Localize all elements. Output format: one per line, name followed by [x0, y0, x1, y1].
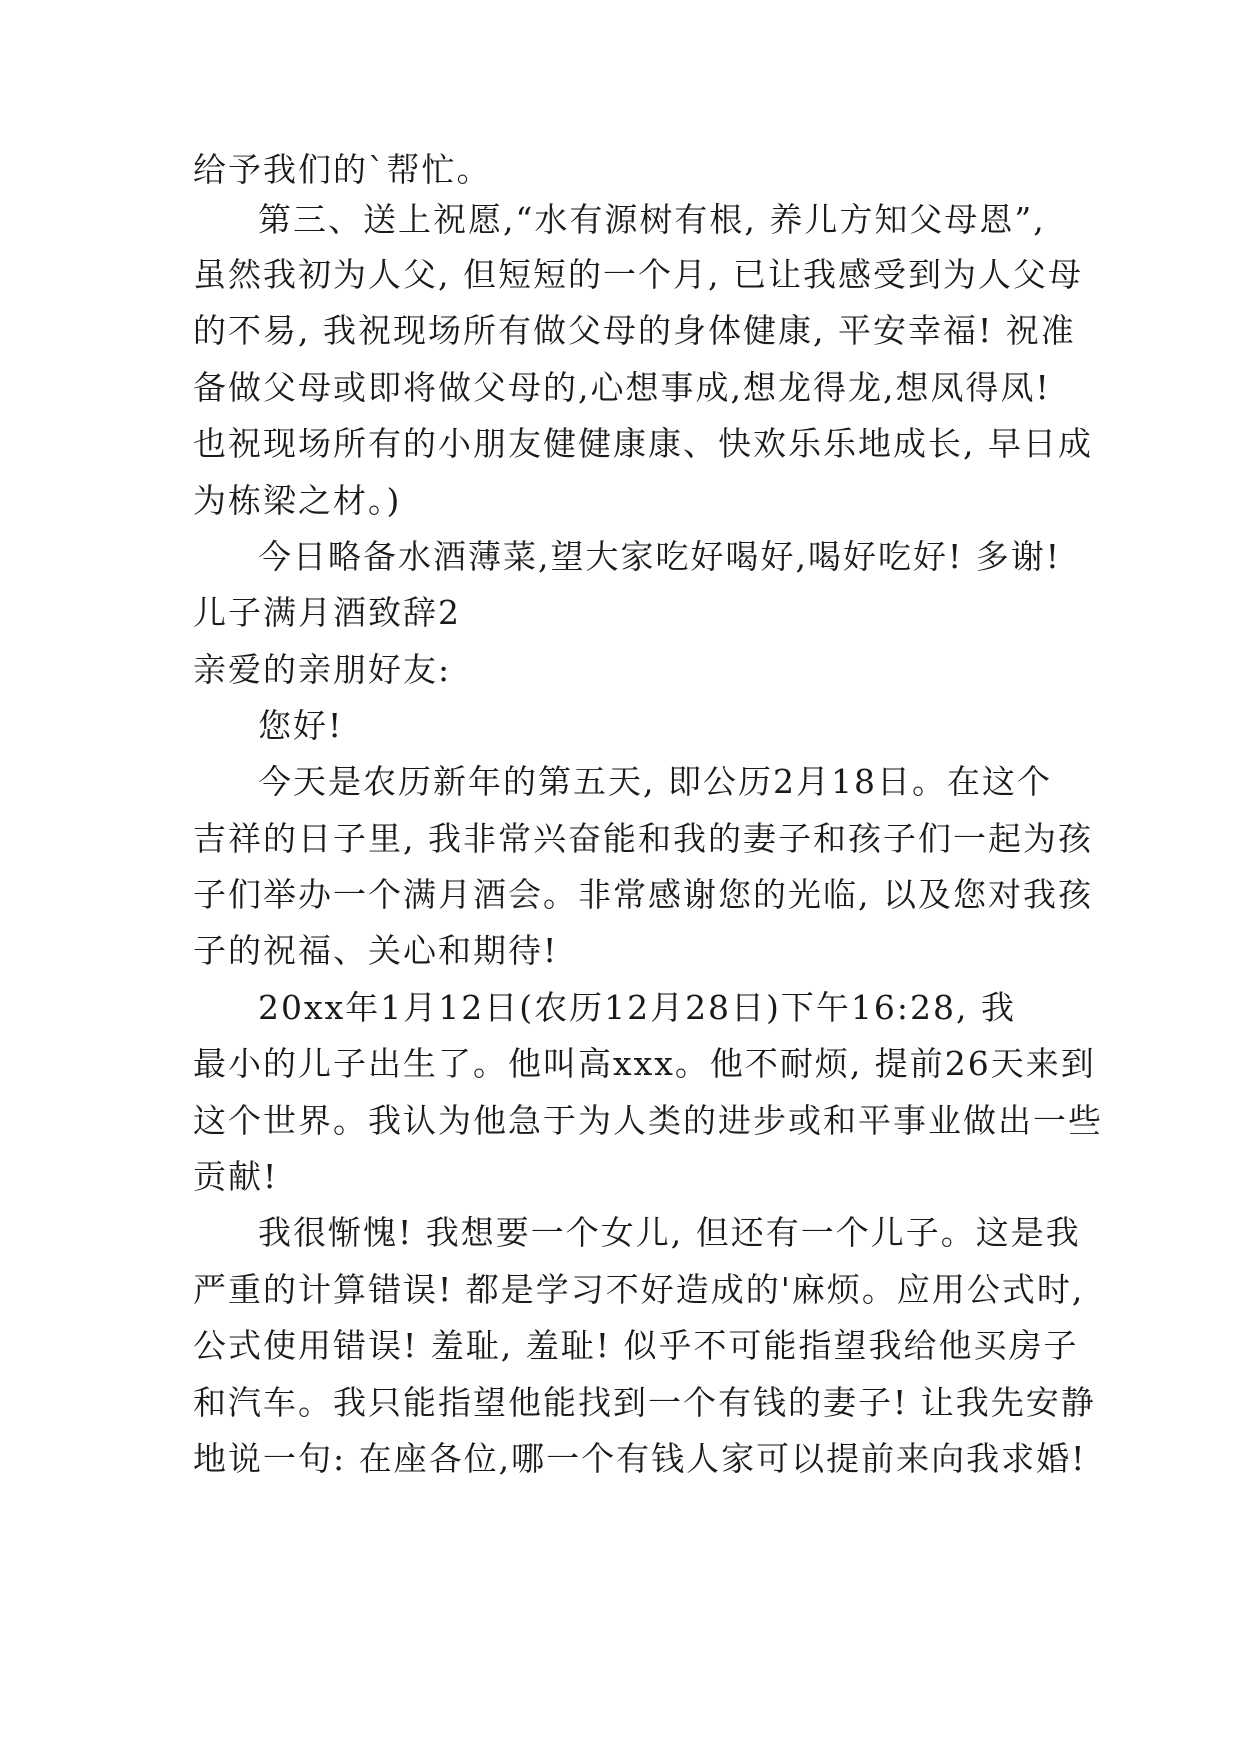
text-line: 子的祝福、关心和期待! — [193, 931, 559, 970]
text-line: 公式使用错误! 羞耻, 羞耻! 似乎不可能指望我给他买房子 — [193, 1326, 1079, 1365]
text-line: 子们举办一个满月酒会。非常感谢您的光临, 以及您对我孩 — [193, 875, 1093, 914]
text-line: 严重的计算错误! 都是学习不好造成的'麻烦。应用公式时, — [193, 1270, 1085, 1309]
text-line: 今天是农历新年的第五天, 即公历2月18日。在这个 — [258, 762, 1052, 801]
salutation: 亲爱的亲朋好友: — [193, 650, 452, 689]
text-line: 这个世界。我认为他急于为人类的进步或和平事业做出一些 — [193, 1101, 1103, 1140]
text-line: 20xx年1月12日(农历12月28日)下午16:28, 我 — [258, 988, 1017, 1027]
text-line: 最小的儿子出生了。他叫高xxx。他不耐烦, 提前26天来到 — [193, 1044, 1096, 1083]
text-line: 第三、送上祝愿,“水有源树有根, 养儿方知父母恩”, — [258, 200, 1046, 239]
text-line: 贡献! — [193, 1157, 279, 1196]
greeting: 您好! — [258, 706, 344, 745]
text-line: 吉祥的日子里, 我非常兴奋能和我的妻子和孩子们一起为孩 — [193, 819, 1093, 858]
text-line: 我很惭愧! 我想要一个女儿, 但还有一个儿子。这是我 — [258, 1213, 1081, 1252]
text-line: 备做父母或即将做父母的,心想事成,想龙得龙,想凤得凤! — [193, 368, 1051, 407]
text-line: 的不易, 我祝现场所有做父母的身体健康, 平安幸福! 祝准 — [193, 311, 1076, 350]
text-line: 和汽车。我只能指望他能找到一个有钱的妻子! 让我先安静 — [193, 1383, 1096, 1422]
section-heading: 儿子满月酒致辞2 — [193, 593, 461, 632]
text-line: 为栋梁之材。) — [193, 481, 402, 520]
text-line: 也祝现场所有的小朋友健健康康、快欢乐乐地成长, 早日成 — [193, 424, 1093, 463]
text-line: 地说一句: 在座各位,哪一个有钱人家可以提前来向我求婚! — [193, 1439, 1087, 1478]
text-line: 虽然我初为人父, 但短短的一个月, 已让我感受到为人父母 — [193, 255, 1083, 294]
text-line: 给予我们的`帮忙。 — [193, 150, 492, 189]
text-line: 今日略备水酒薄菜,望大家吃好喝好,喝好吃好! 多谢! — [258, 537, 1061, 576]
